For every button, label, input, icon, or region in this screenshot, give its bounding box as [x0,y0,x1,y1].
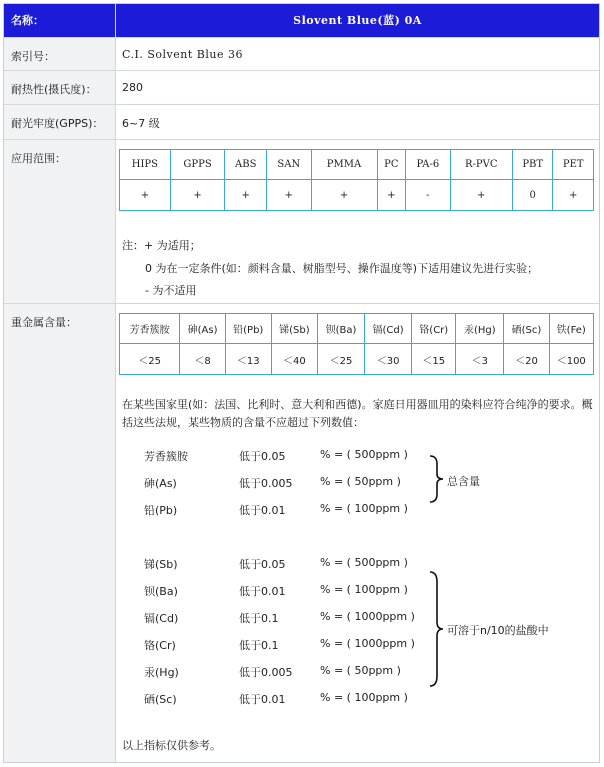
group-total-label: 总含量 [447,475,480,488]
limit-value: 低于0.01 [239,693,286,706]
metal-value-cell: ＜40 [271,344,317,375]
limit-name: 镉(Cd) [144,612,179,625]
regulation-paragraph: 在某些国家里(如：法国、比利时、意大利和西德)。家庭日用器皿用的染料应符合纯净的要求。概括这些法规，某些物质的含量不应超过下列数值： [122,398,593,429]
metal-header-cell: 芳香簇胺 [120,314,180,344]
app-header-cell: PBT [512,150,553,180]
metal-value-cell: ＜25 [120,344,180,375]
metal-value-cell: ＜3 [456,344,504,375]
application-label: 应用范围： [4,140,116,303]
limit-ppm: % = ( 1000ppm ) [320,637,415,650]
limit-ppm: % = ( 50ppm ) [320,475,401,488]
metal-value-cell: ＜30 [364,344,411,375]
limit-value: 低于0.01 [239,585,286,598]
product-spec-sheet [3,3,600,763]
metal-header-cell: 硒(Sc) [504,314,549,344]
limit-ppm: % = ( 50ppm ) [320,664,401,677]
limit-name: 铬(Cr) [144,639,176,652]
note-line: 0 为在一定条件(如：颜料含量、树脂型号、操作温度等)下适用建议先进行实验； [145,262,539,275]
application-value [116,140,599,303]
limit-value: 低于0.005 [239,477,293,490]
app-value-cell: + [120,180,171,211]
limit-name: 砷(As) [144,477,177,490]
app-header-cell: HIPS [120,150,171,180]
index-label: 索引号： [4,38,116,70]
heat-label: 耐热性(摄氏度)： [4,71,116,104]
metals-table [119,313,594,375]
metal-header-cell: 砷(As) [180,314,225,344]
limit-name: 钡(Ba) [144,585,178,598]
limit-value: 低于0.01 [239,504,286,517]
app-value-cell: + [450,180,512,211]
app-value-cell: + [225,180,267,211]
app-value-cell: + [377,180,406,211]
index-value: C.I. Solvent Blue 36 [122,48,243,61]
footer-note: 以上指标仅供参考。 [122,739,221,752]
app-value-cell: 0 [512,180,553,211]
limit-value: 低于0.05 [239,450,286,463]
limit-value: 低于0.1 [239,639,279,652]
limit-value: 低于0.1 [239,612,279,625]
light-row [4,105,599,140]
limit-ppm: % = ( 1000ppm ) [320,610,415,623]
app-value-cell: + [170,180,225,211]
note-line: 注：+ 为适用； [122,239,201,252]
metal-header-cell: 铅(Pb) [225,314,271,344]
heat-value: 280 [122,81,143,94]
metals-label: 重金属含量： [4,304,116,762]
app-value-cell: - [406,180,450,211]
metals-value-row [120,344,594,375]
limit-name: 铅(Pb) [144,504,178,517]
app-header-cell: GPPS [170,150,225,180]
metal-value-cell: ＜25 [318,344,365,375]
metal-value-cell: ＜8 [180,344,225,375]
metal-header-cell: 镉(Cd) [364,314,411,344]
light-value: 6~7 级 [122,117,160,130]
metals-header-row [120,314,594,344]
index-row [4,38,599,71]
metal-header-cell: 锑(Sb) [271,314,317,344]
app-header-cell: PA-6 [406,150,450,180]
application-row [4,140,599,304]
note-line: - 为不适用 [145,284,197,297]
app-header-cell: SAN [267,150,311,180]
limit-name: 芳香簇胺 [144,450,188,463]
light-label: 耐光牢度(GPPS)： [4,105,116,139]
metal-header-cell: 汞(Hg) [456,314,504,344]
app-header-cell: PC [377,150,406,180]
limit-name: 硒(Sc) [144,693,177,706]
app-header-cell: PET [553,150,594,180]
application-table [119,149,594,211]
limit-ppm: % = ( 100ppm ) [320,502,408,515]
limit-name: 锑(Sb) [144,558,178,571]
application-header-row [120,150,594,180]
metals-row [4,304,599,762]
limit-value: 低于0.05 [239,558,286,571]
metal-value-cell: ＜100 [549,344,593,375]
metal-value-cell: ＜20 [504,344,549,375]
limit-name: 汞(Hg) [144,666,179,679]
group-soluble-label: 可溶于n/10的盐酸中 [447,624,549,637]
name-label: 名称： [4,4,116,37]
metal-header-cell: 钡(Ba) [318,314,365,344]
heat-row [4,71,599,105]
header-row [4,4,599,38]
brace-total [428,454,446,504]
app-value-cell: + [553,180,594,211]
app-header-cell: PMMA [311,150,377,180]
brace-soluble [428,570,446,688]
app-value-cell: + [267,180,311,211]
limit-ppm: % = ( 100ppm ) [320,691,408,704]
application-value-row [120,180,594,211]
metal-header-cell: 铁(Fe) [549,314,593,344]
metal-header-cell: 铬(Cr) [412,314,456,344]
metal-value-cell: ＜13 [225,344,271,375]
app-header-cell: ABS [225,150,267,180]
limit-ppm: % = ( 500ppm ) [320,448,408,461]
product-name: Slovent Blue(蓝) 0A [116,4,599,37]
limit-ppm: % = ( 500ppm ) [320,556,408,569]
metal-value-cell: ＜15 [412,344,456,375]
app-value-cell: + [311,180,377,211]
limit-ppm: % = ( 100ppm ) [320,583,408,596]
limit-value: 低于0.005 [239,666,293,679]
app-header-cell: R-PVC [450,150,512,180]
